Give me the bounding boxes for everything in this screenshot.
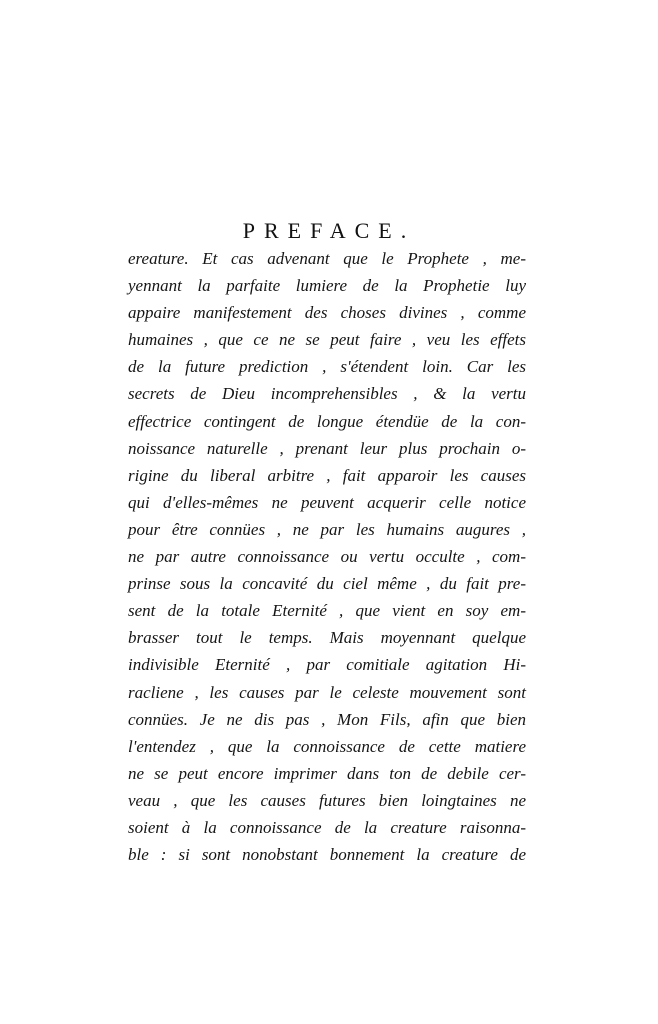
- text-line: prinse sous la concavité du ciel même , du fait pre-: [128, 574, 526, 594]
- text-line: ne se peut encore imprimer dans ton de debile cer-: [128, 763, 526, 783]
- text-line: ereature. Et cas advenant que le Prophete , me-: [128, 249, 526, 268]
- text-line: l'entendez , que la connoissance de cette matiere: [128, 736, 526, 756]
- text-line: soient à la connoissance de la creature raisonna-: [128, 817, 526, 837]
- text-line: humaines , que ce ne se peut faire , veu les effets: [128, 330, 526, 350]
- text-line: de la future prediction , s'étendent loin. Car les: [128, 357, 526, 377]
- text-line: sent de la totale Eternité , que vient en soy em-: [128, 601, 526, 621]
- text-line: indivisible Eternité , par comitiale agitation Hi-: [128, 655, 526, 675]
- text-line: connües. Je ne dis pas , Mon Fils, afin que bien: [128, 709, 526, 729]
- running-header: PREFACE.: [242, 218, 416, 243]
- text-line: ne par autre connoissance ou vertu occulte , com-: [128, 547, 526, 567]
- text-line: qui d'elles-mêmes ne peuvent acquerir celle notice: [128, 492, 526, 512]
- text-line: veau , que les causes futures bien loingtaines ne: [128, 790, 526, 810]
- text-line: noissance naturelle , prenant leur plus prochain o-: [128, 438, 526, 458]
- text-line: pour être connües , ne par les humains augures ,: [128, 519, 526, 539]
- text-line: racliene , les causes par le celeste mouvement sont: [128, 682, 526, 702]
- body-text: [128, 245, 526, 868]
- text-line: appaire manifestement des choses divines , comme: [128, 303, 526, 323]
- text-line: rigine du liberal arbitre , fait apparoir les causes: [128, 465, 526, 485]
- text-line: yennant la parfaite lumiere de la Prophetie luy: [128, 276, 526, 296]
- text-line: secrets de Dieu incomprehensibles , & la vertu: [128, 384, 526, 404]
- text-line: effectrice contingent de longue étendüe de la con-: [128, 411, 526, 431]
- text-line: brasser tout le temps. Mais moyennant quelque: [128, 628, 526, 648]
- text-line: ble : si sont nonobstant bonnement la creature de: [128, 845, 526, 865]
